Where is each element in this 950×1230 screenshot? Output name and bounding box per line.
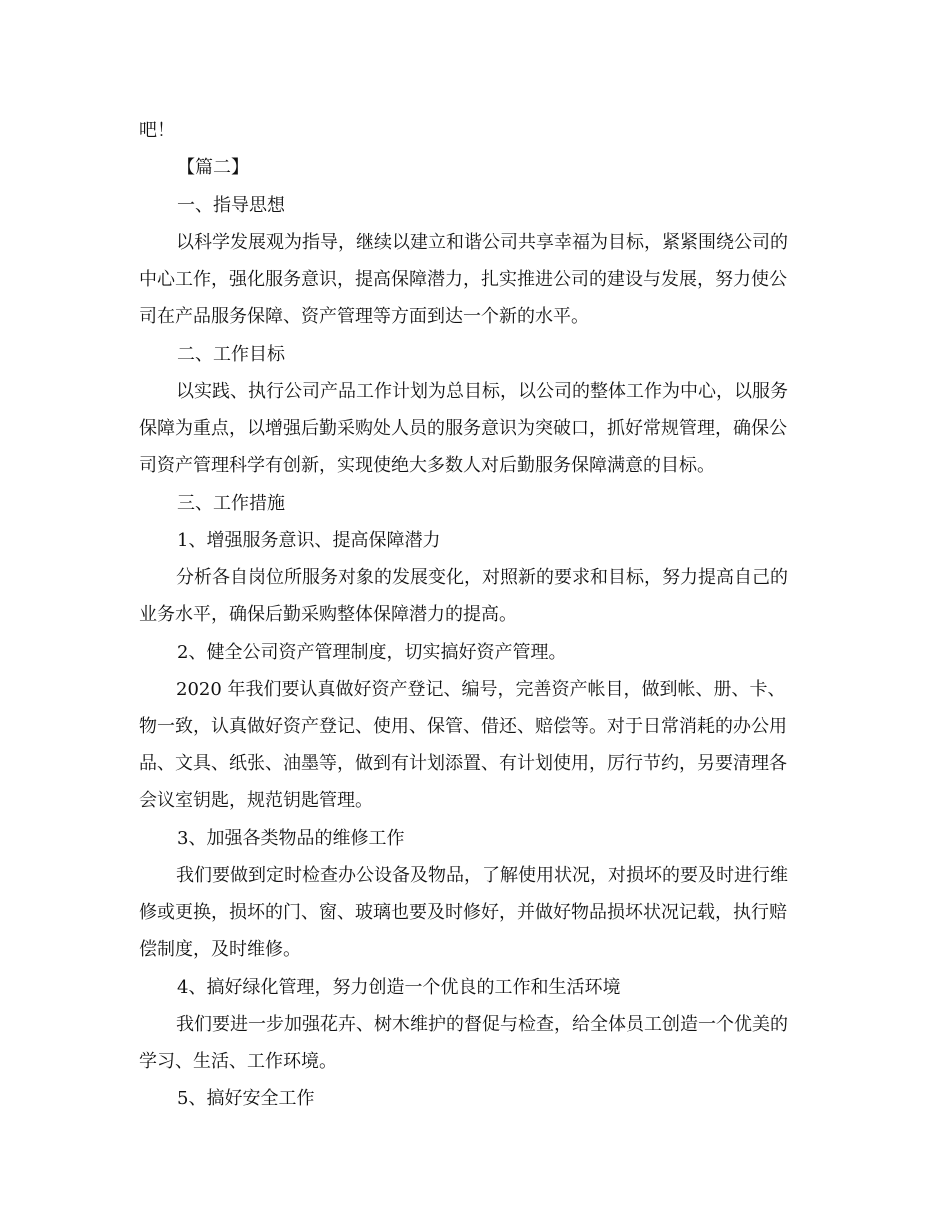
paragraph-line: 修或更换，损坏的门、窗、玻璃也要及时修好，并做好物品损坏状况记载，执行赔 [139, 902, 787, 923]
paragraph-line: 偿制度，及时维修。 [139, 939, 301, 960]
paragraph-line: 司在产品服务保障、资产管理等方面到达一个新的水平。 [139, 306, 589, 327]
paragraph-line: 中心工作，强化服务意识，提高保障潜力，扎实推进公司的建设与发展，努力使公 [139, 269, 787, 290]
heading-guiding-ideology: 一、指导思想 [177, 195, 285, 216]
subheading-4: 4、搞好绿化管理，努力创造一个优良的工作和生活环境 [177, 977, 621, 998]
subheading-2: 2、健全公司资产管理制度，切实搞好资产管理。 [177, 642, 567, 663]
subheading-1: 1、增强服务意识、提高保障潜力 [177, 530, 441, 551]
paragraph-line: 以实践、执行公司产品工作计划为总目标，以公司的整体工作为中心，以服务 [176, 381, 788, 402]
paragraph-line: 我们要进一步加强花卉、树木维护的督促与检查，给全体员工创造一个优美的 [176, 1014, 788, 1035]
text-line: 吧！ [139, 120, 175, 141]
paragraph-line: 物一致，认真做好资产登记、使用、保管、借还、赔偿等。对于日常消耗的办公用 [139, 716, 787, 737]
paragraph-line: 2020 年我们要认真做好资产登记、编号，完善资产帐目，做到帐、册、卡、 [176, 679, 786, 700]
paragraph-line: 分析各自岗位所服务对象的发展变化，对照新的要求和目标，努力提高自己的 [176, 567, 788, 588]
paragraph-line: 我们要做到定时检查办公设备及物品，了解使用状况，对损坏的要及时进行维 [176, 865, 788, 886]
paragraph-line: 司资产管理科学有创新，实现使绝大多数人对后勤服务保障满意的目标。 [139, 455, 715, 476]
paragraph-line: 会议室钥匙，规范钥匙管理。 [139, 790, 373, 811]
subheading-5: 5、搞好安全工作 [177, 1088, 315, 1109]
paragraph-line: 以科学发展观为指导，继续以建立和谐公司共享幸福为目标，紧紧围绕公司的 [176, 232, 788, 253]
section-title: 【篇二】 [177, 157, 249, 178]
paragraph-line: 保障为重点，以增强后勤采购处人员的服务意识为突破口，抓好常规管理，确保公 [139, 418, 787, 439]
subheading-3: 3、加强各类物品的维修工作 [177, 828, 405, 849]
heading-work-measures: 三、工作措施 [177, 493, 285, 514]
heading-work-goals: 二、工作目标 [177, 344, 285, 365]
paragraph-line: 学习、生活、工作环境。 [139, 1051, 337, 1072]
paragraph-line: 品、文具、纸张、油墨等，做到有计划添置、有计划使用，厉行节约，另要清理各 [139, 753, 787, 774]
paragraph-line: 业务水平，确保后勤采购整体保障潜力的提高。 [139, 604, 517, 625]
